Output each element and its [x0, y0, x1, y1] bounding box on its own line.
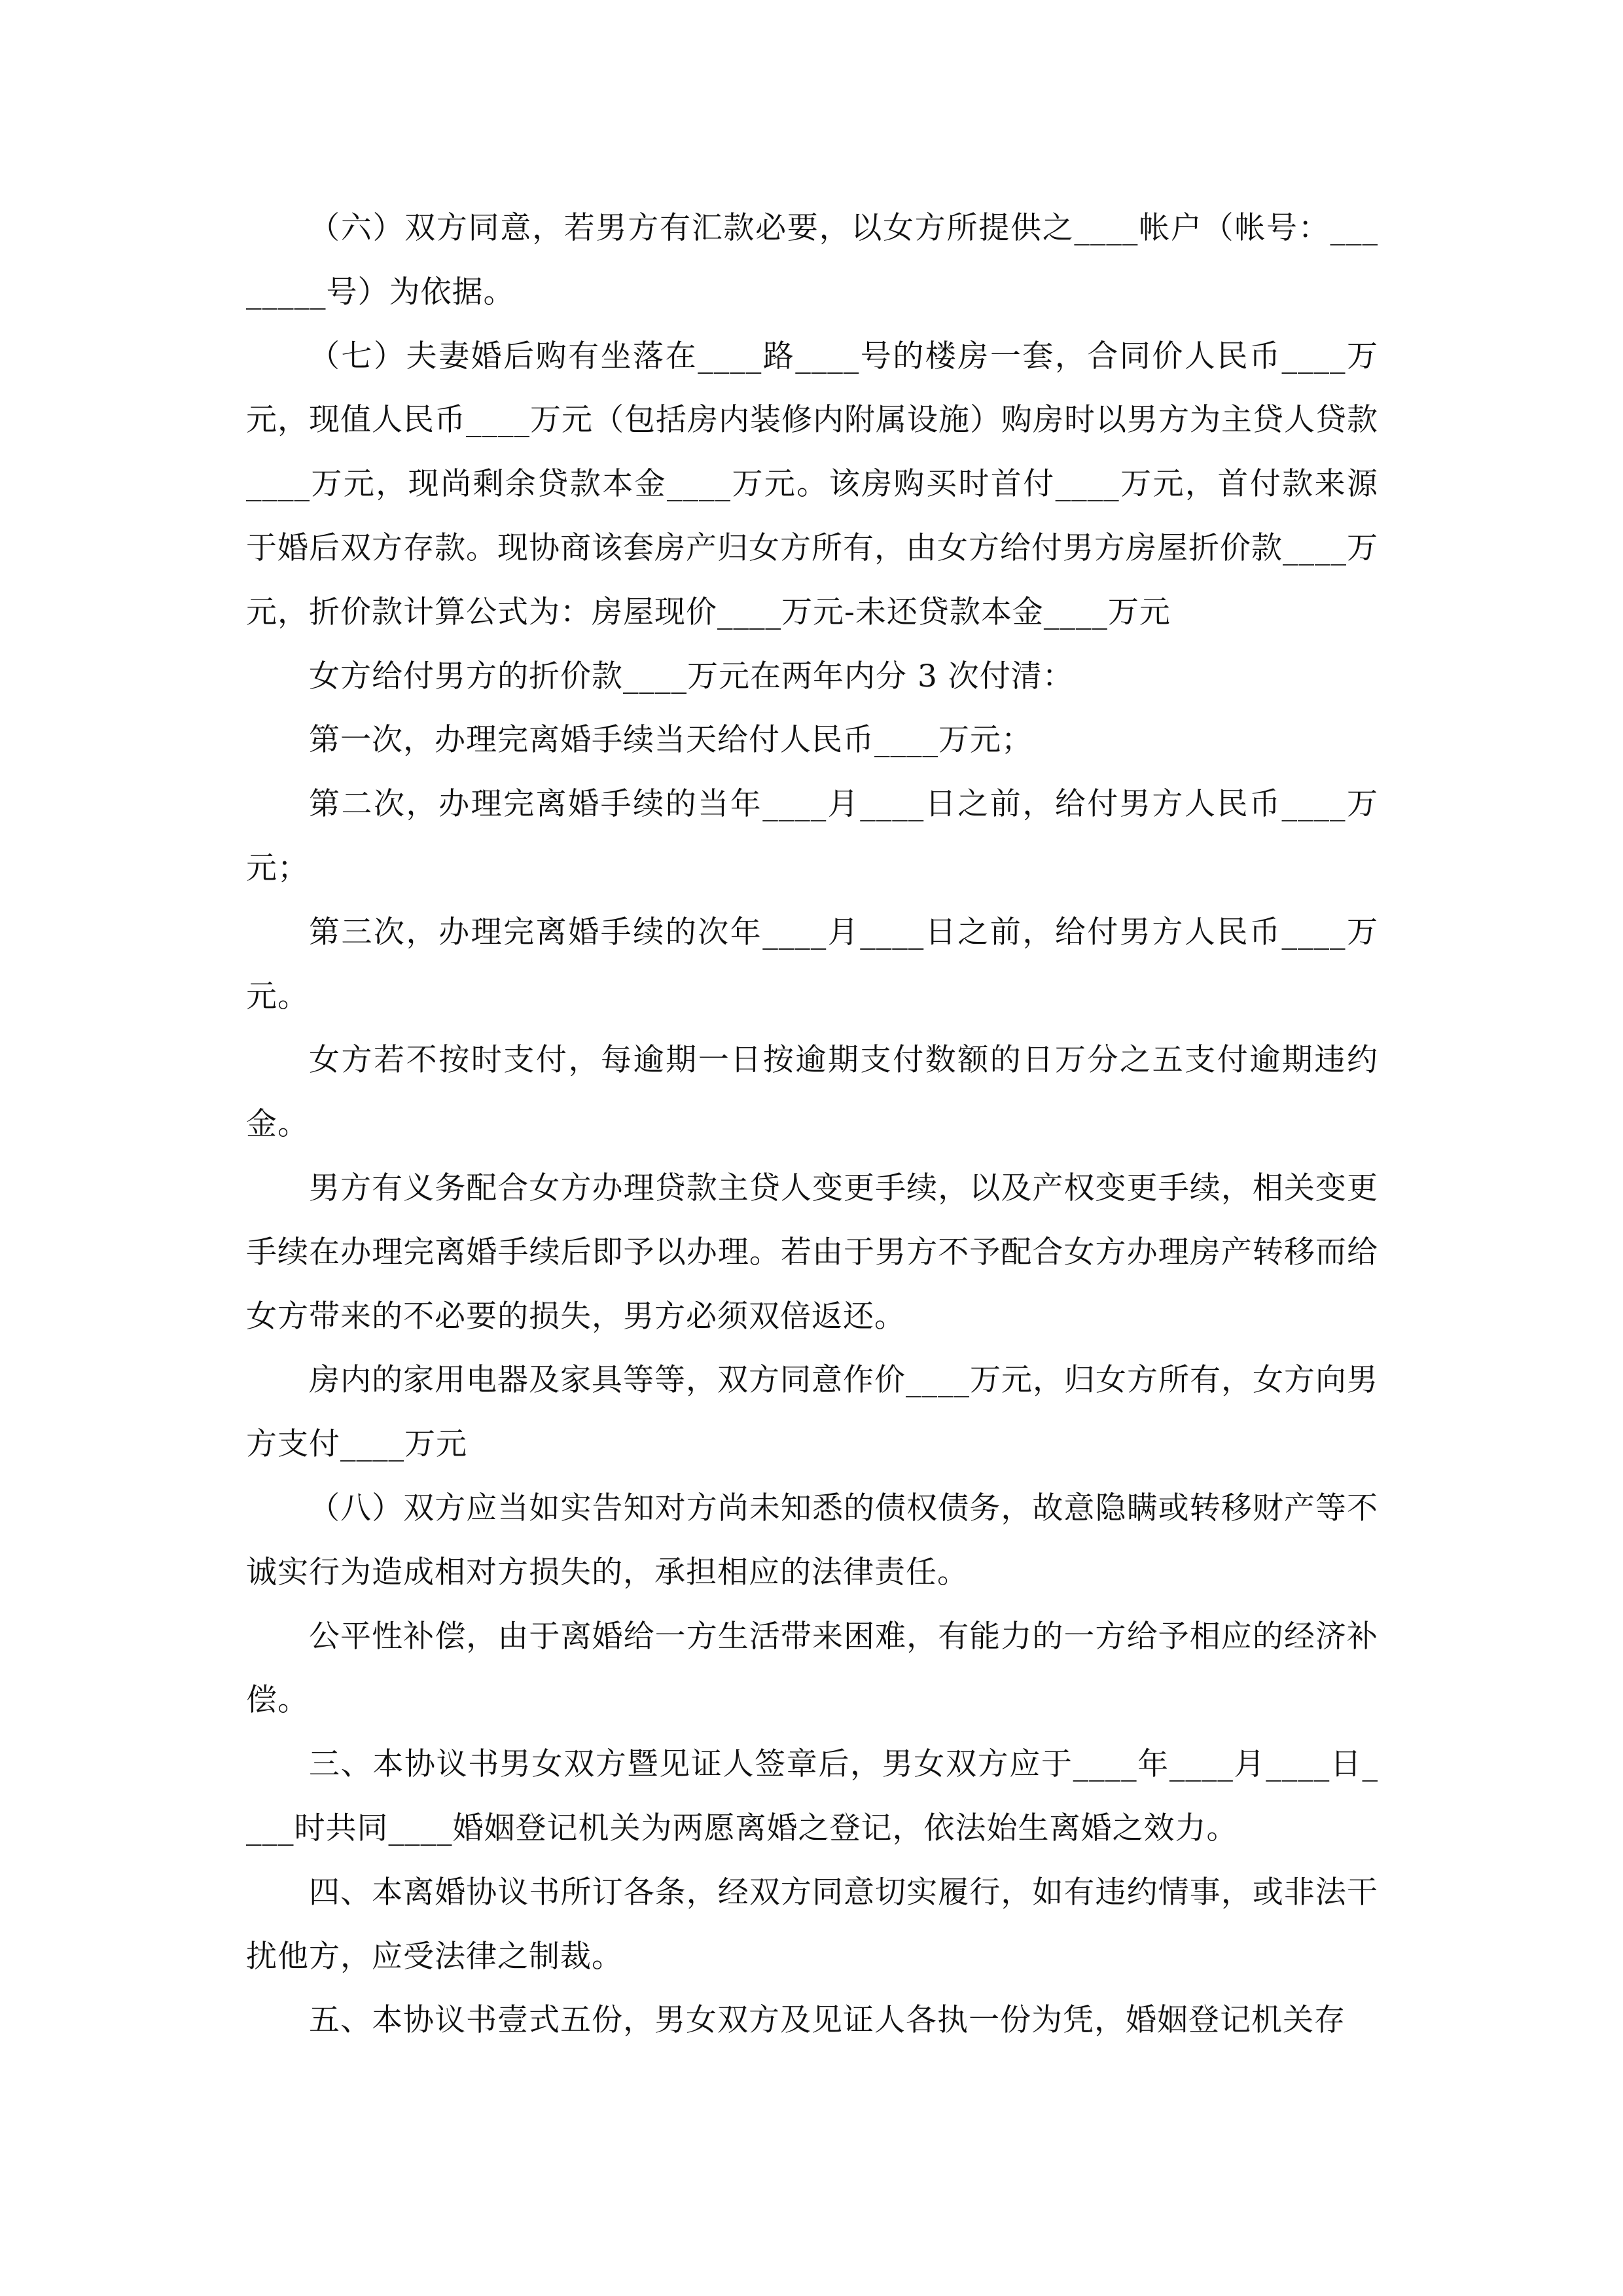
paragraph-loan-transfer: 男方有义务配合女方办理贷款主贷人变更手续，以及产权变更手续，相关变更手续在办理完离婚手续后即予以办理。若由于男方不予配合女方办理房产转移而给女方带来的不必要的损失，男方必须双倍返还。 — [246, 1170, 1378, 1335]
paragraph-section-3-registration: 三、本协议书男女双方暨见证人签章后，男女双方应于____年____月____日____时共同____婚姻登记机关为两愿离婚之登记，依法始生离婚之效力。 — [246, 1746, 1378, 1846]
paragraph-appliances: 房内的家用电器及家具等等，双方同意作价____万元，归女方所有，女方向男方支付____万元 — [246, 1362, 1378, 1463]
paragraph-compensation: 公平性补偿，由于离婚给一方生活带来困难，有能力的一方给予相应的经济补偿。 — [246, 1618, 1378, 1719]
paragraph-clause-7-property: （七）夫妻婚后购有坐落在____路____号的楼房一套，合同价人民币____万元，现值人民币____万元（包括房内装修内附属设施）购房时以男方为主贷人贷款____万元，现尚剩余贷款本金____万元。该房购买时首付____万元，首付款来源于婚后双方存款。现协商该套房产归女方所有，由女方给付男方房屋折价款____万元，折价款计算公式为：房屋现价____万元-未还贷款本金____万元 — [246, 338, 1378, 630]
paragraph-clause-6-remittance: （六）双方同意，若男方有汇款必要，以女方所提供之____帐户（帐号：________号）为依据。 — [246, 210, 1378, 310]
document-body — [246, 196, 1378, 2053]
paragraph-clause-8-debts: （八）双方应当如实告知对方尚未知悉的债权债务，故意隐瞒或转移财产等不诚实行为造成相对方损失的，承担相应的法律责任。 — [246, 1490, 1378, 1590]
paragraph-installment-2: 第二次，办理完离婚手续的当年____月____日之前，给付男方人民币____万元； — [246, 786, 1378, 886]
paragraph-section-4-performance: 四、本离婚协议书所订各条，经双方同意切实履行，如有违约情事，或非法干扰他方，应受法律之制裁。 — [246, 1874, 1378, 1975]
paragraph-late-penalty: 女方若不按时支付，每逾期一日按逾期支付数额的日万分之五支付逾期违约金。 — [246, 1042, 1378, 1143]
paragraph-installment-1: 第一次，办理完离婚手续当天给付人民币____万元； — [309, 722, 1033, 759]
paragraph-section-5-copies: 五、本协议书壹式五份，男女双方及见证人各执一份为凭，婚姻登记机关存 — [309, 2002, 1346, 2039]
paragraph-installment-3: 第三次，办理完离婚手续的次年____月____日之前，给付男方人民币____万元。 — [246, 914, 1378, 1014]
paragraph-installment-intro: 女方给付男方的折价款____万元在两年内分 3 次付清： — [309, 658, 1074, 694]
